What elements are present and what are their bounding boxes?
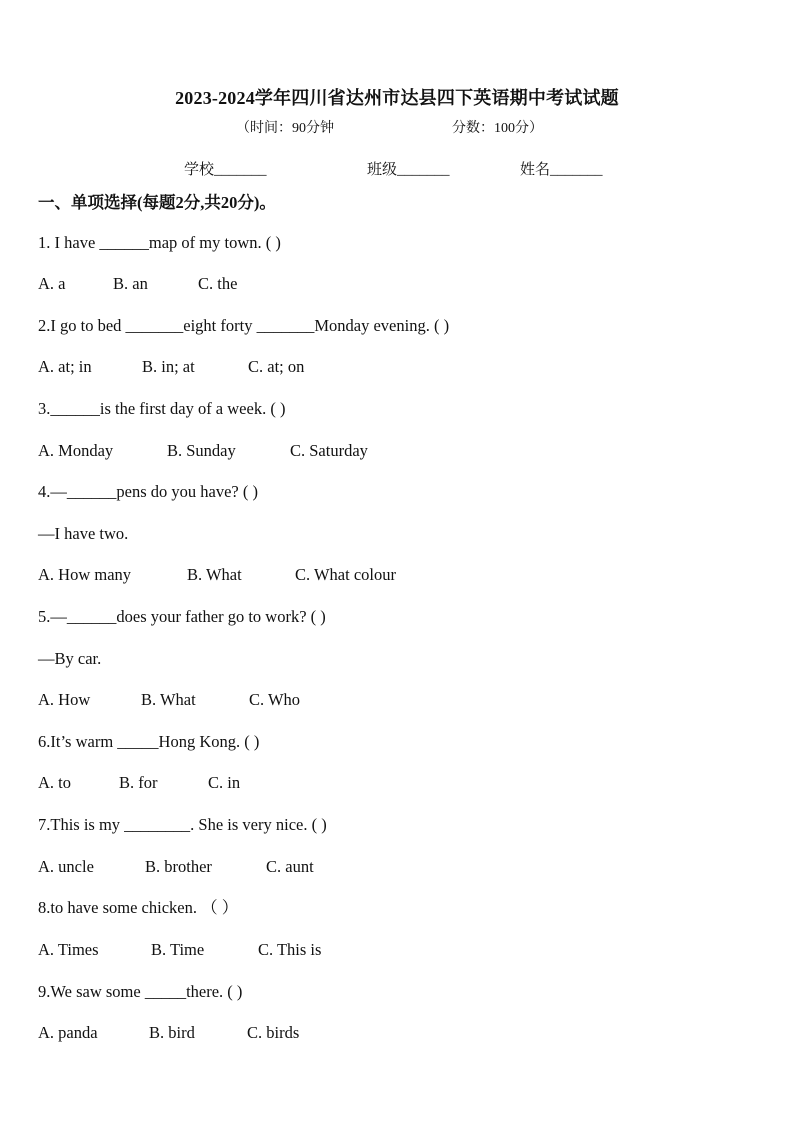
option-c[interactable]: C. the (198, 274, 238, 293)
option-c[interactable]: C. aunt (266, 857, 314, 876)
option-b[interactable]: B. for (119, 773, 158, 792)
option-a[interactable]: A. Times (38, 940, 99, 959)
option-c[interactable]: C. This is (258, 940, 322, 959)
option-a[interactable]: A. panda (38, 1023, 98, 1042)
option-a[interactable]: A. uncle (38, 857, 94, 876)
exam-time: （时间：90分钟 (236, 121, 334, 136)
page-title: 2023-2024学年四川省达州市达县四下英语期中考试试题 (175, 88, 619, 108)
option-a[interactable]: A. at; in (38, 357, 92, 376)
option-b[interactable]: B. Sunday (167, 441, 236, 460)
question-9-stem: 9.We saw some _____there. ( ) (38, 982, 243, 1001)
option-a[interactable]: A. Monday (38, 441, 114, 460)
option-a[interactable]: A. How (38, 690, 91, 709)
option-a[interactable]: A. How many (38, 565, 132, 584)
option-b[interactable]: B. in; at (142, 357, 195, 376)
question-7-stem: 7.This is my ________. She is very nice. ( ) (38, 815, 327, 834)
option-a[interactable]: A. to (38, 773, 71, 792)
question-2-stem: 2.I go to bed _______eight forty _______Monday evening. ( ) (38, 316, 450, 335)
question-3-stem: 3.______is the first day of a week. ( ) (38, 399, 286, 418)
question-8-stem: 8.to have some chicken. （ ） (38, 898, 239, 917)
option-c[interactable]: C. at; on (248, 357, 305, 376)
class-field[interactable]: 班级_______ (367, 162, 450, 178)
question-4-stem: 4.—______pens do you have? ( ) (38, 482, 258, 501)
question-5-stem: 5.—______does your father go to work? ( ) (38, 607, 326, 626)
option-b[interactable]: B. an (113, 274, 148, 293)
question-1-stem: 1. I have ______map of my town. ( ) (38, 233, 281, 252)
option-c[interactable]: C. birds (247, 1023, 300, 1042)
question-4-answer-line: —I have two. (38, 524, 129, 543)
question-5-answer-line: —By car. (38, 649, 102, 668)
option-b[interactable]: B. What (187, 565, 242, 584)
option-c[interactable]: C. What colour (295, 565, 396, 584)
option-a[interactable]: A. a (38, 274, 66, 293)
option-c[interactable]: C. Saturday (290, 441, 368, 460)
option-c[interactable]: C. in (208, 773, 241, 792)
option-b[interactable]: B. brother (145, 857, 212, 876)
option-c[interactable]: C. Who (249, 690, 301, 709)
name-field[interactable]: 姓名_______ (520, 162, 603, 178)
option-b[interactable]: B. What (141, 690, 196, 709)
section-heading: 一、单项选择(每题2分,共20分)。 (38, 193, 276, 212)
school-field[interactable]: 学校_______ (184, 162, 267, 178)
exam-score: 分数：100分） (452, 121, 543, 136)
option-b[interactable]: B. bird (149, 1023, 195, 1042)
option-b[interactable]: B. Time (151, 940, 205, 959)
question-6-stem: 6.It’s warm _____Hong Kong. ( ) (38, 732, 260, 751)
